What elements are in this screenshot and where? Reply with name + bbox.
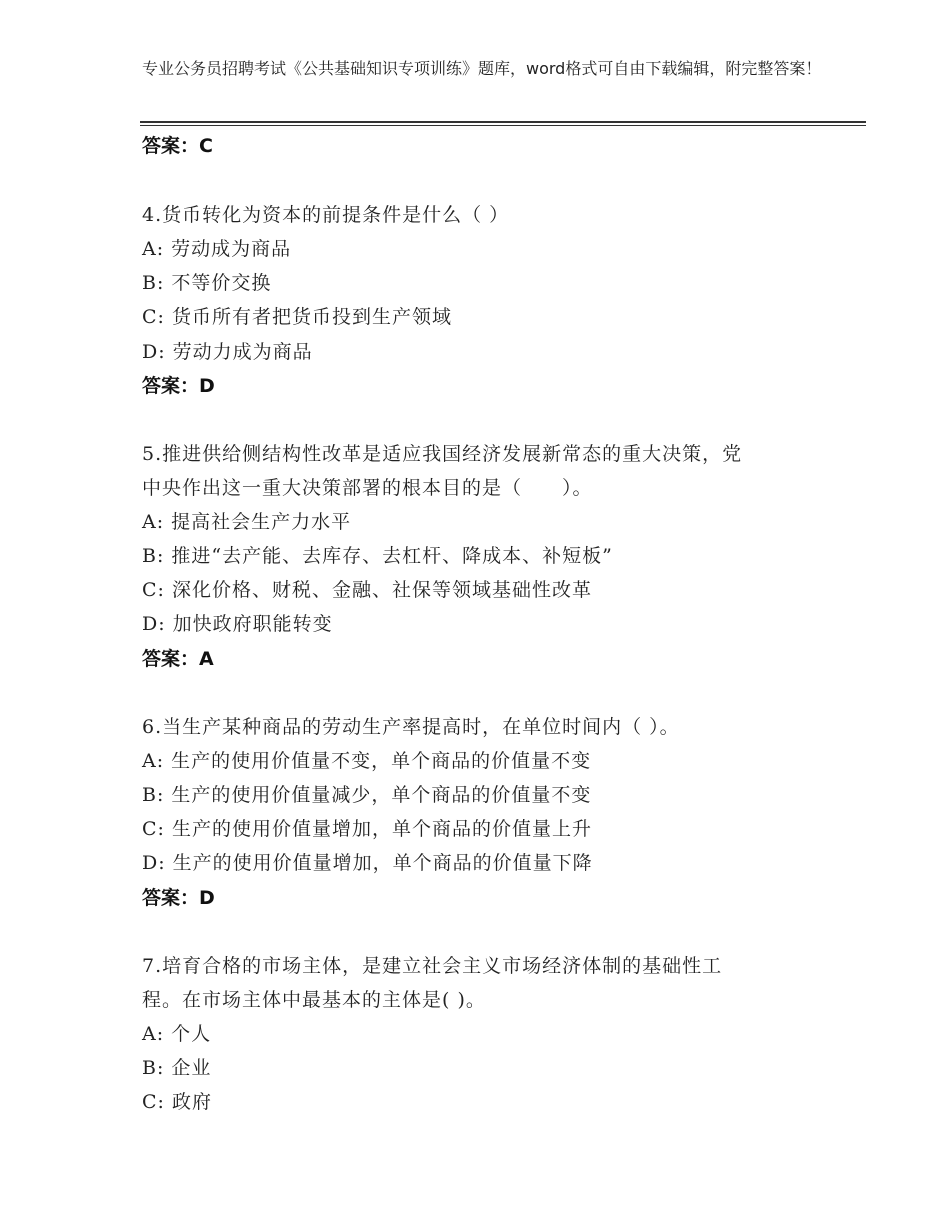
q4-option-c: C: 货币所有者把货币投到生产领域 <box>142 306 452 328</box>
q6-option-a: A: 生产的使用价值量不变，单个商品的价值量不变 <box>142 750 592 772</box>
q5-option-a: A: 提高社会生产力水平 <box>142 511 352 533</box>
q5-option-b: B: 推进“去产能、去库存、去杠杆、降成本、补短板” <box>142 545 613 567</box>
q6-stem: 6.当生产某种商品的劳动生产率提高时，在单位时间内（ ）。 <box>142 716 680 738</box>
q4-option-a: A: 劳动成为商品 <box>142 238 292 260</box>
q7-stem-line1: 7.培育合格的市场主体，是建立社会主义市场经济体制的基础性工 <box>142 955 723 977</box>
q6-option-d: D: 生产的使用价值量增加，单个商品的价值量下降 <box>142 852 593 874</box>
q5-option-d: D: 加快政府职能转变 <box>142 613 333 635</box>
q4-option-d: D: 劳动力成为商品 <box>142 341 313 363</box>
header-rule <box>140 121 866 123</box>
q6-option-c: C: 生产的使用价值量增加，单个商品的价值量上升 <box>142 818 592 840</box>
q7-option-c: C: 政府 <box>142 1091 212 1113</box>
q6-option-b: B: 生产的使用价值量减少，单个商品的价值量不变 <box>142 784 592 806</box>
q7-option-a: A: 个人 <box>142 1023 212 1045</box>
document-header: 专业公务员招聘考试《公共基础知识专项训练》题库，word格式可自由下载编辑，附完整答案！ <box>142 59 822 78</box>
q4-stem: 4.货币转化为资本的前提条件是什么（ ） <box>142 204 510 226</box>
q5-answer: 答案：A <box>142 648 214 670</box>
q5-stem-line1: 5.推进供给侧结构性改革是适应我国经济发展新常态的重大决策，党 <box>142 443 743 465</box>
q3-answer: 答案：C <box>142 135 213 157</box>
q5-option-c: C: 深化价格、财税、金融、社保等领域基础性改革 <box>142 579 592 601</box>
header-rule-thin <box>140 125 866 126</box>
q7-option-b: B: 企业 <box>142 1057 212 1079</box>
q4-option-b: B: 不等价交换 <box>142 272 272 294</box>
q6-answer: 答案：D <box>142 887 215 909</box>
q7-stem-line2: 程。在市场主体中最基本的主体是( )。 <box>142 989 486 1011</box>
q5-stem-line2: 中央作出这一重大决策部署的根本目的是（ ）。 <box>142 477 593 499</box>
q4-answer: 答案：D <box>142 375 215 397</box>
